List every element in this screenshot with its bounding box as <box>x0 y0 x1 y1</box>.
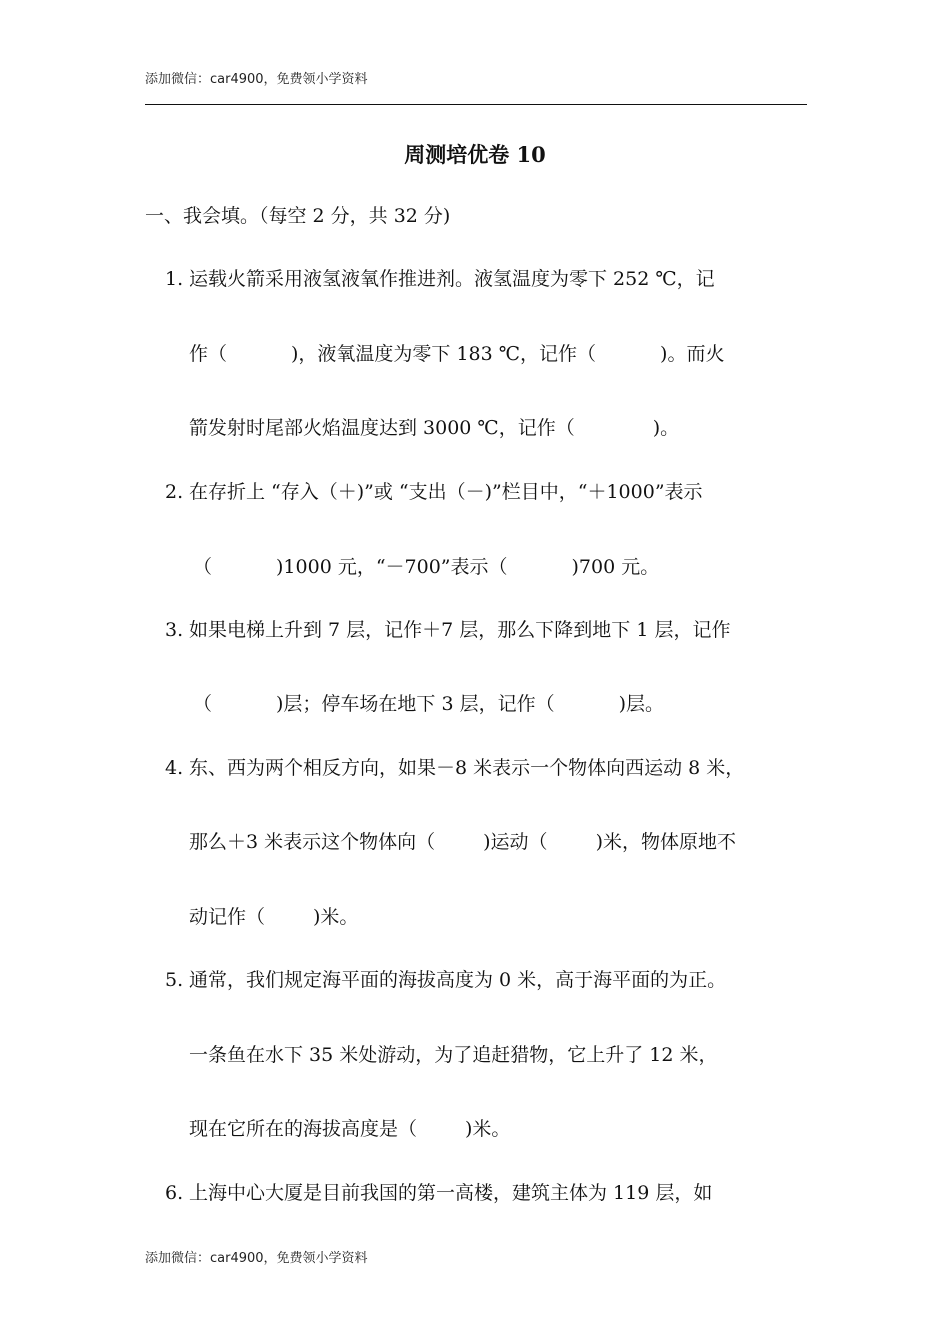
question-text: )。而火 <box>660 343 725 365</box>
section-heading: 一、我会填。（每空 2 分，共 32 分) <box>145 205 451 227</box>
question-text: 一条鱼在水下 35 米处游动，为了追赶猎物，它上升了 12 米， <box>189 1044 718 1066</box>
question-1-line-3 <box>189 415 679 441</box>
question-3-line-2 <box>193 691 664 717</box>
question-4-line-1 <box>165 755 744 781</box>
question-text: 那么＋3 米表示这个物体向（ <box>189 831 436 853</box>
question-3-number: 3. <box>165 619 184 641</box>
question-5-line-1 <box>165 967 726 993</box>
question-6-line-1 <box>165 1180 712 1206</box>
question-1-line-1 <box>165 266 715 292</box>
question-text: )运动（ <box>483 831 548 853</box>
question-1-line-2 <box>189 341 724 367</box>
question-text: 东、西为两个相反方向，如果－8 米表示一个物体向西运动 8 米， <box>189 757 745 779</box>
question-4-number: 4. <box>165 757 184 779</box>
question-text: 动记作（ <box>189 906 266 928</box>
question-text: 上海中心大厦是目前我国的第一高楼，建筑主体为 119 层，如 <box>189 1182 713 1204</box>
question-text: （ <box>193 556 213 578</box>
page-title: 周测培优卷 10 <box>404 142 546 167</box>
question-text: 运载火箭采用液氢液氧作推进剂。液氢温度为零下 252 ℃，记 <box>189 268 715 290</box>
question-2-line-1 <box>165 479 703 505</box>
question-2-line-2 <box>193 554 659 580</box>
question-text: )700 元。 <box>571 556 660 578</box>
question-5-line-3 <box>189 1116 510 1142</box>
question-text: 在存折上 “存入（＋)”或 “支出（－)”栏目中，“＋1000”表示 <box>189 481 703 503</box>
question-text: )米。 <box>313 906 359 928</box>
question-text: 箭发射时尾部火焰温度达到 3000 ℃，记作（ <box>189 417 575 439</box>
question-text: （ <box>193 693 213 715</box>
question-text: )米。 <box>465 1118 511 1140</box>
footer-note: 添加微信：car4900，免费领小学资料 <box>145 1251 368 1266</box>
question-2-number: 2. <box>165 481 184 503</box>
question-3-line-1 <box>165 617 730 643</box>
question-text: )层。 <box>618 693 665 715</box>
question-4-line-3 <box>189 904 358 930</box>
question-1-number: 1. <box>165 268 184 290</box>
question-5-number: 5. <box>165 969 184 991</box>
header-note: 添加微信：car4900，免费领小学资料 <box>145 72 368 87</box>
question-text: )，液氧温度为零下 183 ℃，记作（ <box>291 343 597 365</box>
question-5-line-2 <box>189 1042 718 1068</box>
question-6-number: 6. <box>165 1182 184 1204</box>
question-text: 通常，我们规定海平面的海拔高度为 0 米，高于海平面的为正。 <box>189 969 727 991</box>
question-text: 作（ <box>189 343 228 365</box>
header-divider <box>145 104 807 105</box>
question-4-line-2 <box>189 829 736 855</box>
question-text: )。 <box>652 417 680 439</box>
question-text: )1000 元，“－700”表示（ <box>276 556 508 578</box>
question-text: )层；停车场在地下 3 层，记作（ <box>276 693 555 715</box>
question-text: 现在它所在的海拔高度是（ <box>189 1118 418 1140</box>
question-text: 如果电梯上升到 7 层，记作＋7 层，那么下降到地下 1 层，记作 <box>189 619 731 641</box>
question-text: )米，物体原地不 <box>595 831 736 853</box>
